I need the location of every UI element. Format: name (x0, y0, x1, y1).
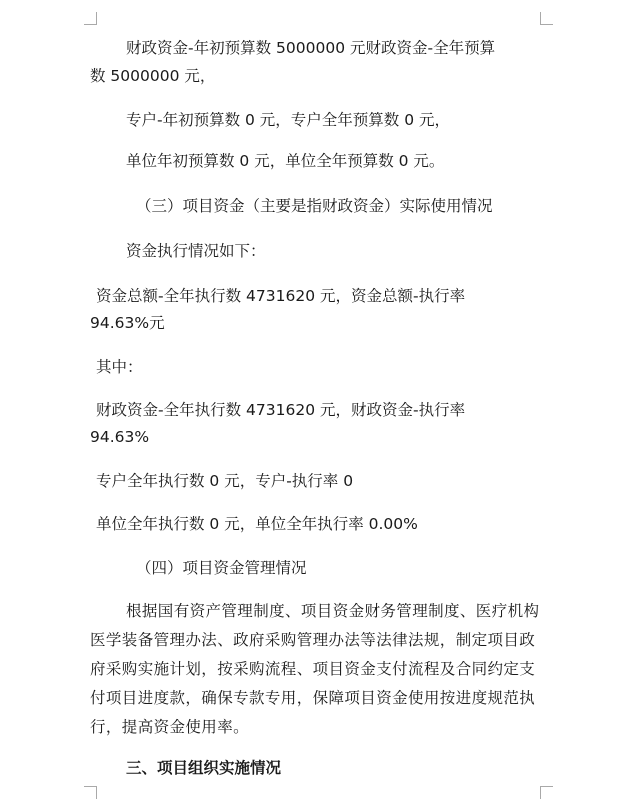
text-line: 94.63%元 (90, 314, 165, 332)
crop-mark-top-left (84, 12, 97, 25)
text-line: 财政资金-年初预算数 5000000 元财政资金-全年预算 (126, 39, 496, 57)
text-line: 专户全年执行数 0 元，专户-执行率 0 (96, 472, 354, 490)
section-heading: （四）项目资金管理情况 (136, 559, 307, 577)
text-line: 94.63% (90, 428, 150, 446)
chapter-heading: 三、项目组织实施情况 (126, 759, 282, 777)
crop-mark-bottom-right (540, 786, 553, 799)
text-line: 专户-年初预算数 0 元，专户全年预算数 0 元， (126, 111, 451, 129)
text-line: 其中： (96, 358, 143, 376)
text-line: 财政资金-全年执行数 4731620 元，财政资金-执行率 (96, 401, 466, 419)
crop-mark-top-right (540, 12, 553, 25)
text-line: 资金执行情况如下： (126, 242, 266, 260)
crop-mark-bottom-left (84, 786, 97, 799)
text-line: 单位全年执行数 0 元，单位全年执行率 0.00% (96, 515, 418, 533)
text-line: 单位年初预算数 0 元，单位全年预算数 0 元。 (126, 152, 445, 170)
text-line: 数 5000000 元， (90, 67, 216, 85)
management-paragraph: 根据国有资产管理制度、项目资金财务管理制度、医疗机构医学装备管理办法、政府采购管理办法等法律法规，制定项目政府采购实施计划，按采购流程、项目资金支付流程及合同约定支付项目进度款，确保专款专用，保障项目资金使用按进度规范执行，提高资金使用率。 (90, 602, 540, 736)
section-heading: （三）项目资金（主要是指财政资金）实际使用情况 (136, 197, 493, 215)
text-line: 资金总额-全年执行数 4731620 元，资金总额-执行率 (96, 287, 466, 305)
